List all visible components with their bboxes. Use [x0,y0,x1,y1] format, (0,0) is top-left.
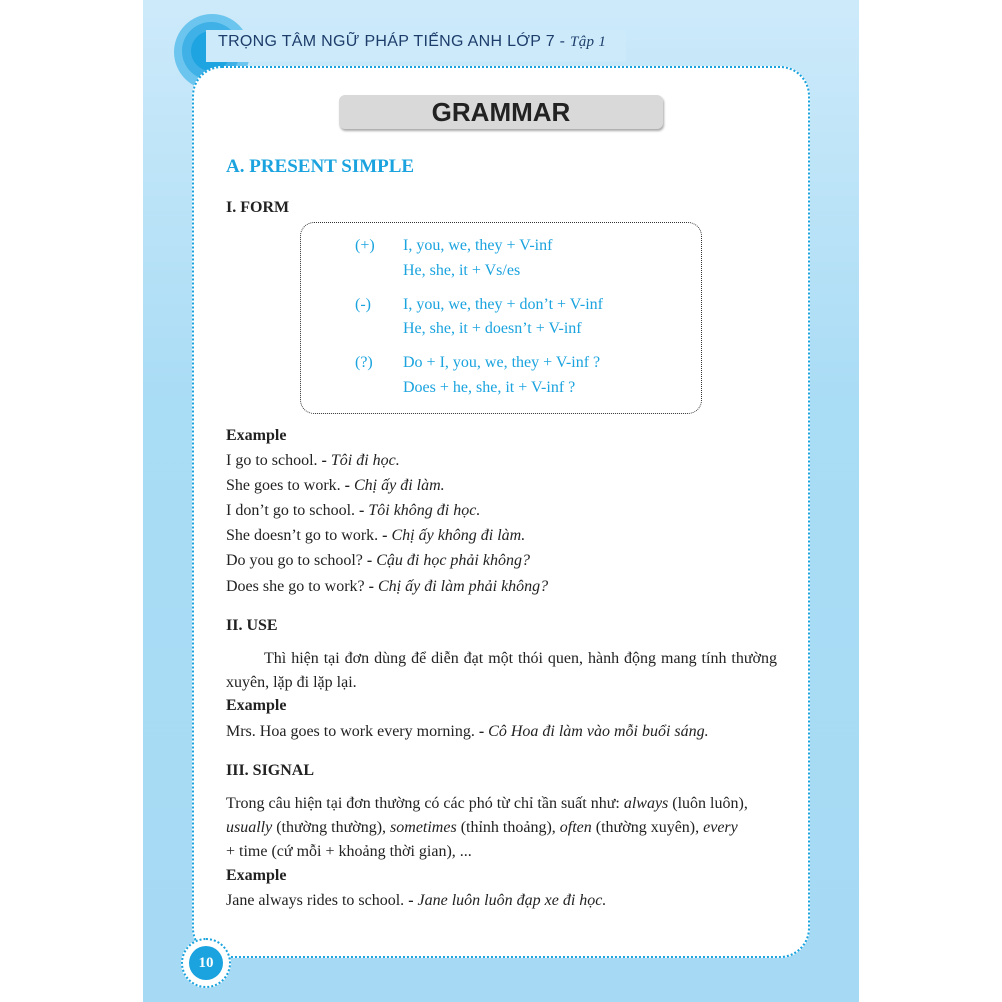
example-en: I go to school. [226,452,318,469]
example-line [226,552,530,570]
example-vi: Cậu đi học phải không? [376,552,530,569]
gloss: (thường xuyên), [591,819,704,836]
example-vi: Tôi không đi học. [368,502,481,519]
separator: - [364,578,378,595]
adverb-always: always [623,795,669,812]
example-en: Jane always rides to school. [226,892,405,909]
example-en: Does she go to work? [226,578,365,595]
example-line [226,502,480,520]
separator: - [362,552,377,569]
volume-label: Tập 1 [570,34,607,50]
form-positive-line2: He, she, it + Vs/es [403,262,521,279]
gloss: + time (cứ mỗi + khoảng thời gian), ... [226,843,472,860]
form-positive-line1: I, you, we, they + V-inf [403,237,553,254]
part-heading: A. PRESENT SIMPLE [226,156,415,177]
signal-heading: III. SIGNAL [226,762,315,779]
use-text: Thì hiện tại đơn dùng để diễn đạt một thói quen, hành động mang tính thường xuyên, lặp đi lặp lại. [226,650,777,691]
example-en: Mrs. Hoa goes to work every morning. [226,723,475,740]
form-negative-line2: He, she, it + doesn’t + V-inf [403,320,582,337]
example-vi: Cô Hoa đi làm vào mỗi buổi sáng. [488,723,709,740]
example-en: She goes to work. [226,477,341,494]
example-vi: Jane luôn luôn đạp xe đi học. [417,892,607,909]
adverb-often: often [559,819,592,836]
separator: - [474,723,489,740]
separator: - [404,892,418,909]
adverb-usually: usually [226,819,273,836]
example-label: Example [226,427,287,444]
running-header [218,33,606,51]
form-question-line2: Does + he, she, it + V-inf ? [403,379,576,396]
form-question-line1: Do + I, you, we, they + V-inf ? [403,354,601,371]
form-symbol-positive: (+) [355,237,375,254]
example-label: Example [226,867,287,884]
adverb-sometimes: sometimes [390,819,457,836]
form-symbol-question: (?) [355,354,373,371]
gloss: (thường thường), [272,819,391,836]
gloss: (thỉnh thoảng), [456,819,560,836]
form-heading: I. FORM [226,199,290,216]
adverb-every: every [703,819,738,836]
example-line [226,578,548,596]
gloss: (luôn luôn), [668,795,748,812]
form-symbol-negative: (-) [355,296,371,313]
separator: - [378,527,392,544]
example-vi: Chị ấy không đi làm. [391,527,526,544]
form-negative-line1: I, you, we, they + don’t + V-inf [403,296,603,313]
example-vi: Chị ấy đi làm phải không? [377,578,549,595]
section-title: GRAMMAR [431,97,571,127]
separator: - [355,502,369,519]
book-title: TRỌNG TÂM NGỮ PHÁP TIẾNG ANH LỚP 7 - [218,33,571,50]
example-en: She doesn’t go to work. [226,527,379,544]
example-line [226,527,525,545]
example-en: Do you go to school? [226,552,363,569]
example-line [226,477,445,495]
example-label: Example [226,697,287,714]
example-en: I don’t go to school. [226,502,356,519]
separator: - [340,477,354,494]
example-line [226,452,400,470]
signal-paragraph [226,792,777,864]
use-example [226,723,709,741]
signal-intro: Trong câu hiện tại đơn thường có các phó từ chỉ tần suất như: [226,795,624,812]
use-paragraph [226,647,777,695]
example-vi: Tôi đi học. [330,452,400,469]
page-number: 10 [189,946,223,980]
separator: - [317,452,331,469]
signal-example [226,892,606,910]
example-vi: Chị ấy đi làm. [353,477,445,494]
use-heading: II. USE [226,617,278,634]
